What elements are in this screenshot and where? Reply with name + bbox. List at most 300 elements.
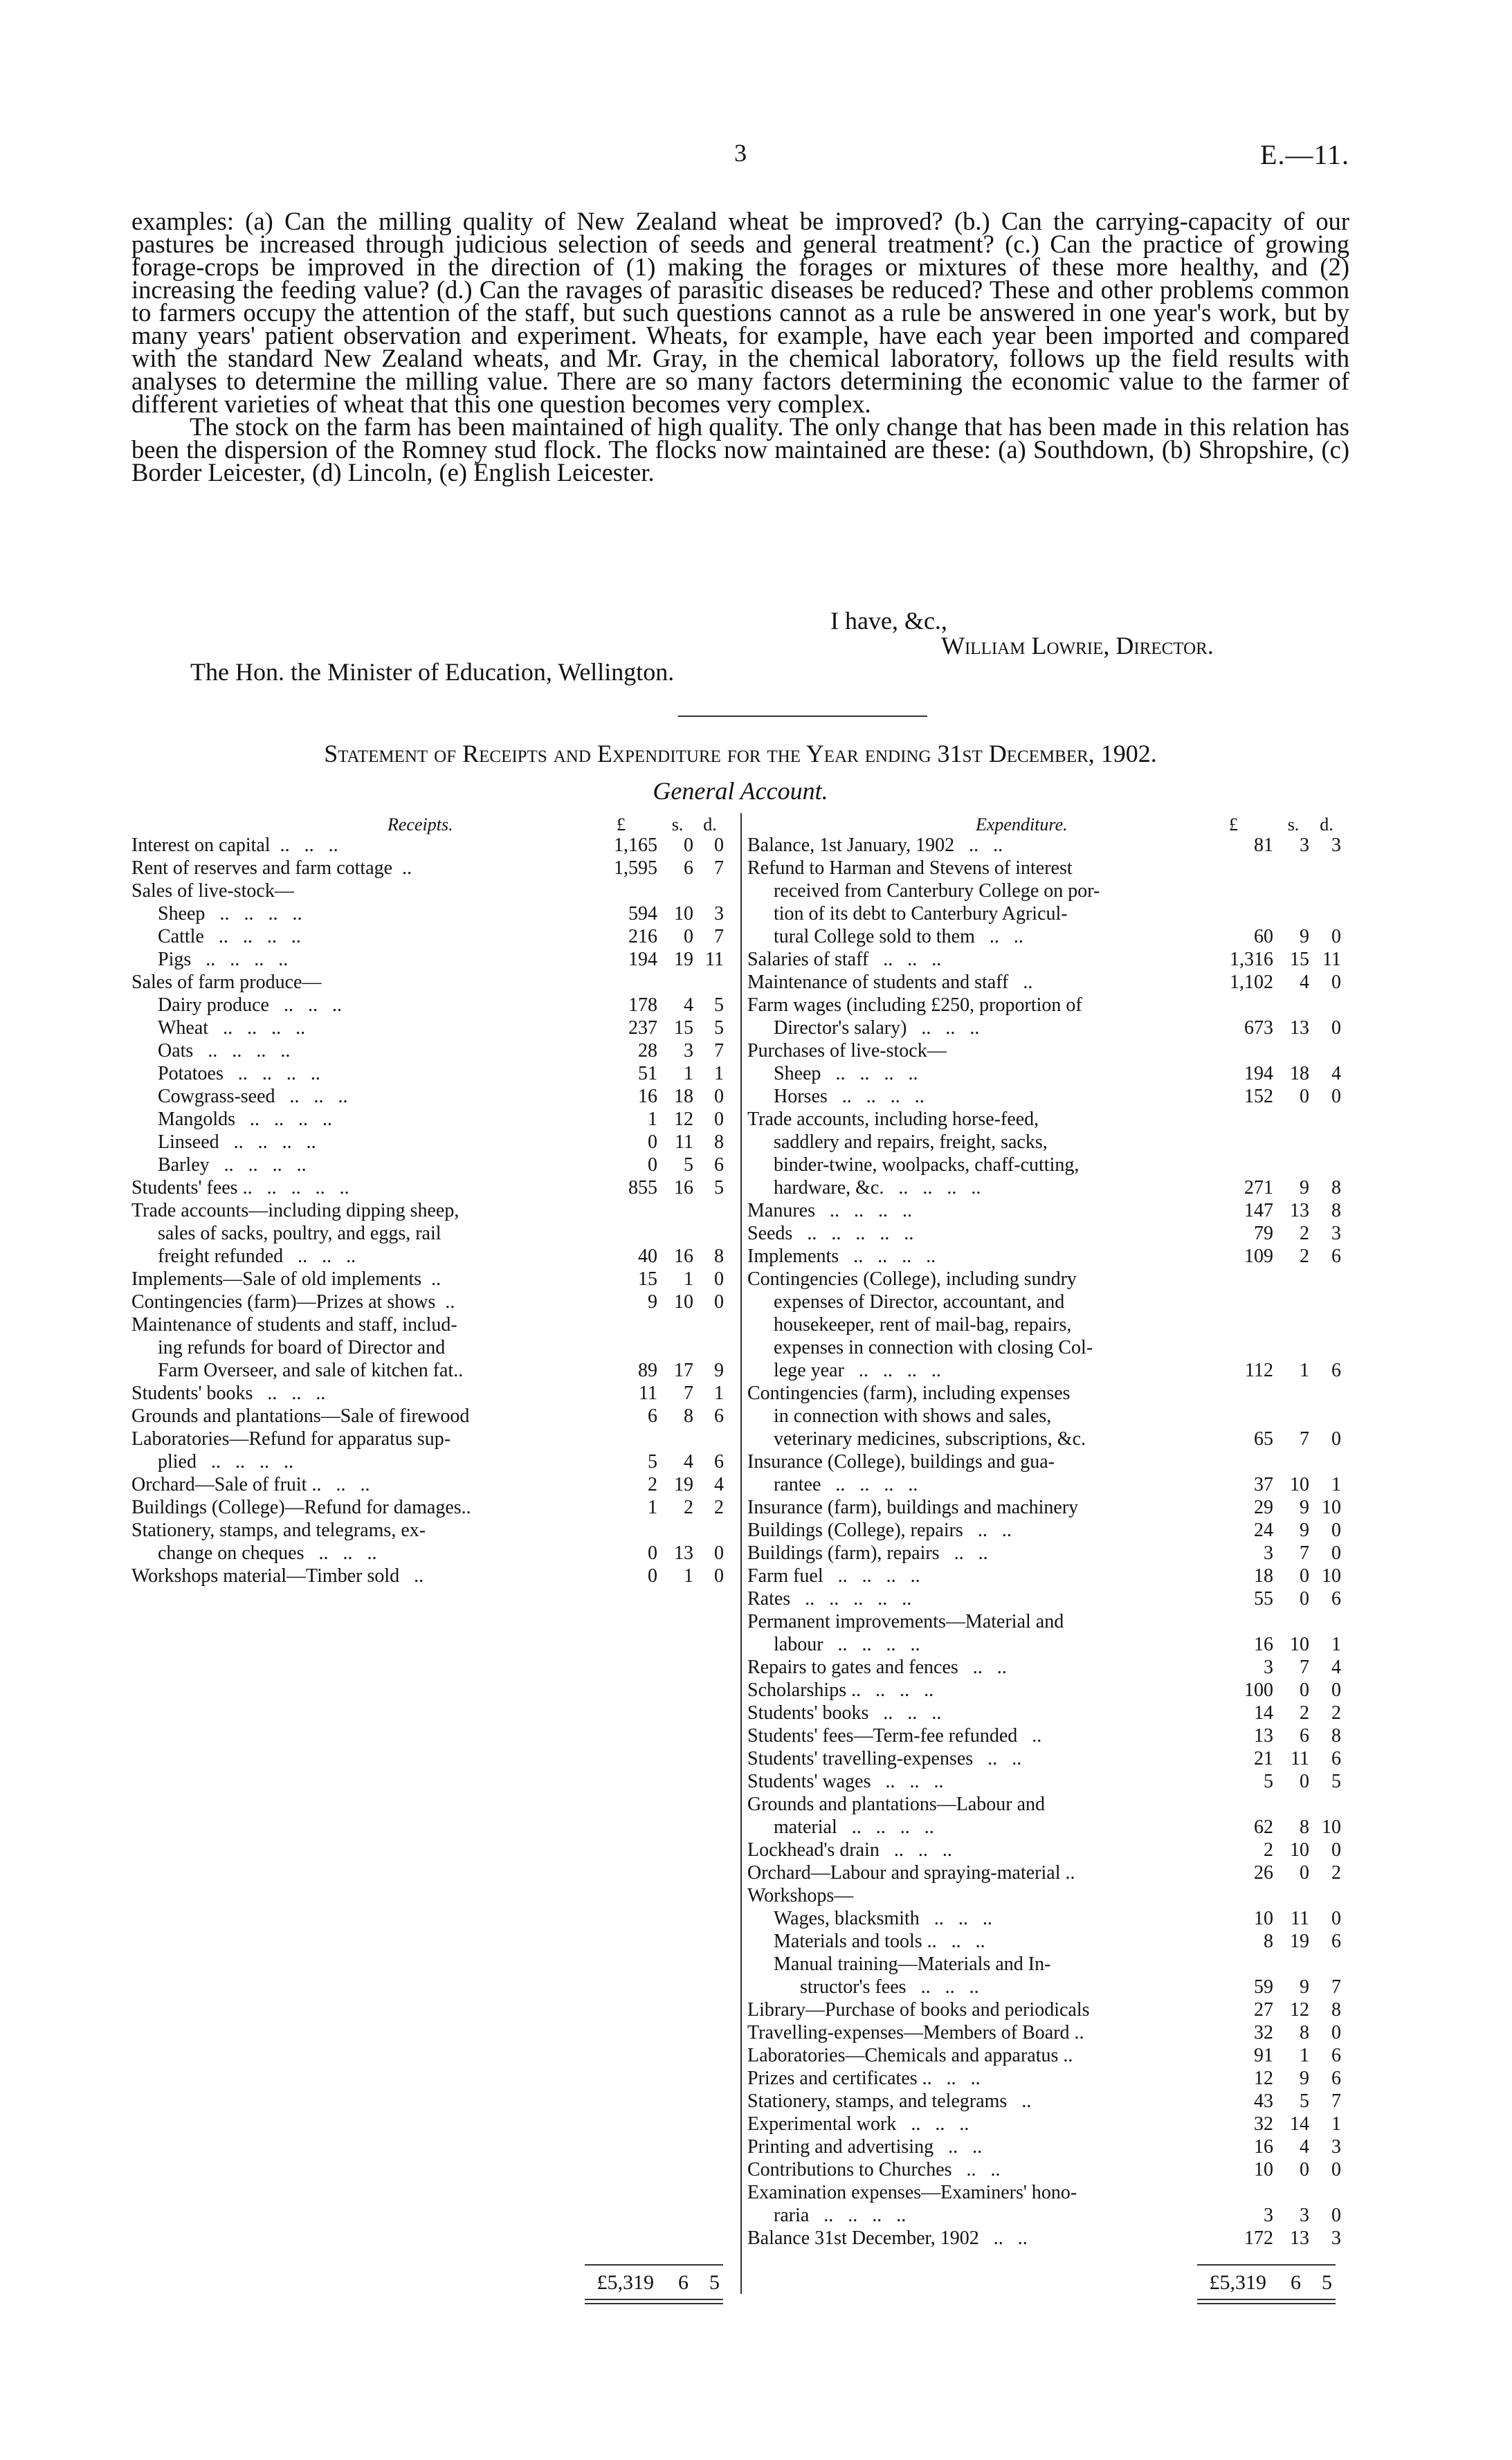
expenditure-label-text: Scholarships .. xyxy=(747,1679,862,1701)
expenditure-label-text: received from Canterbury College on por- xyxy=(774,880,1100,902)
expenditure-pounds: 172 xyxy=(1244,2227,1273,2249)
expenditure-leader-dots: .. .. xyxy=(954,835,1003,856)
receipt-pence: 1 xyxy=(714,1063,724,1084)
receipt-leader-dots: .. xyxy=(421,1268,441,1290)
receipt-heading: Receipts. xyxy=(388,814,453,835)
expenditure-label-text: rantee xyxy=(774,1474,821,1495)
receipt-label xyxy=(131,857,581,880)
expenditure-shillings: 10 xyxy=(1290,1839,1309,1861)
expenditure-label xyxy=(774,1405,1190,1428)
expenditure-pence: 0 xyxy=(1331,1908,1341,1929)
expenditure-label xyxy=(774,1062,1190,1085)
receipt-label-text: Linseed xyxy=(158,1131,219,1153)
expenditure-label-text: Rates xyxy=(747,1588,791,1610)
receipt-row xyxy=(131,1336,727,1359)
expenditure-leader-dots: .. .. .. .. xyxy=(839,1246,936,1267)
expenditure-pounds: 673 xyxy=(1244,1017,1273,1039)
expenditure-row xyxy=(747,1176,1349,1199)
expenditure-pounds: 18 xyxy=(1254,1565,1273,1587)
receipts-double-rule xyxy=(585,2303,723,2304)
expenditure-shillings: 11 xyxy=(1291,1908,1309,1929)
expenditure-label-text: saddlery and repairs, freight, sacks, xyxy=(774,1131,1048,1153)
receipt-label xyxy=(158,1359,581,1382)
expenditure-shillings: 13 xyxy=(1290,2227,1309,2249)
receipt-row xyxy=(131,1473,727,1496)
expenditure-shillings: 10 xyxy=(1290,1634,1309,1655)
receipt-pounds: 594 xyxy=(628,903,657,924)
receipt-pence: 0 xyxy=(714,1565,724,1587)
receipt-shillings: 16 xyxy=(674,1246,693,1267)
expenditure-label-text: Balance, 1st January, 1902 xyxy=(747,835,955,856)
expenditure-label-text: binder-twine, woolpacks, chaff-cutting, xyxy=(774,1154,1080,1176)
expenditure-row xyxy=(747,1656,1349,1679)
expenditure-label-text: Orchard—Labour and spraying-material .. xyxy=(747,1862,1075,1884)
expenditure-pounds: 65 xyxy=(1254,1428,1273,1450)
expenditure-row xyxy=(747,1268,1349,1291)
expenditure-label xyxy=(747,2158,1190,2181)
expenditure-pence: 6 xyxy=(1331,1246,1341,1267)
expenditure-leader-dots: .. xyxy=(1017,1725,1042,1747)
receipt-label-text: Cowgrass-seed xyxy=(158,1086,275,1107)
expenditure-leader-dots: .. .. .. .. .. xyxy=(792,1223,914,1244)
expenditure-label xyxy=(747,1108,1190,1131)
expenditure-pence: 0 xyxy=(1331,972,1341,993)
expenditure-pence: 0 xyxy=(1331,1542,1341,1564)
expenditure-shillings: 1 xyxy=(1300,1360,1309,1381)
expenditure-label-text: Insurance (College), buildings and gua- xyxy=(747,1451,1055,1473)
expenditure-label xyxy=(747,1702,1190,1724)
section-divider xyxy=(678,716,927,717)
expenditure-label-text: Manual training—Materials and In- xyxy=(774,1953,1051,1975)
expenditure-leader-dots: .. .. .. xyxy=(906,1976,979,1998)
expenditure-row xyxy=(747,1450,1349,1473)
expenditure-label xyxy=(774,1154,1190,1176)
expenditure-pounds: 37 xyxy=(1254,1474,1273,1495)
receipt-row xyxy=(131,834,727,857)
receipt-pence: 0 xyxy=(714,1542,724,1564)
expenditure-row xyxy=(747,1884,1349,1907)
expenditure-label-text: Workshops— xyxy=(747,1885,854,1906)
expenditure-label xyxy=(774,1131,1190,1154)
receipt-pence: 6 xyxy=(714,1451,724,1473)
receipt-shillings: 11 xyxy=(675,1131,693,1153)
expenditure-row xyxy=(747,1839,1349,1861)
receipts-total-shillings: 6 xyxy=(678,2271,689,2294)
expenditure-label xyxy=(774,1473,1190,1496)
expenditure-leader-dots: .. .. .. xyxy=(871,1771,944,1792)
receipt-label-text: Buildings (College)—Refund for damages.. xyxy=(131,1497,471,1518)
expenditure-label-text: Students' wages xyxy=(747,1771,871,1792)
expenditure-shillings: 2 xyxy=(1300,1223,1309,1244)
expenditure-row xyxy=(747,1131,1349,1154)
expenditure-pence: 3 xyxy=(1331,1223,1341,1244)
receipt-label xyxy=(131,971,581,994)
receipt-leader-dots: .. .. .. .. xyxy=(197,1451,293,1473)
expenditure-row xyxy=(747,2113,1349,2135)
expenditure-row xyxy=(747,1976,1349,1998)
expenditure-leader-dots: .. .. .. xyxy=(907,1017,980,1039)
expenditure-leader-dots: .. .. xyxy=(973,1748,1022,1769)
expenditure-pounds: 32 xyxy=(1254,2113,1273,2135)
receipt-pounds: 178 xyxy=(628,994,657,1016)
expenditure-pounds: 62 xyxy=(1254,1816,1273,1838)
receipt-label-text: Implements—Sale of old implements xyxy=(131,1268,422,1290)
receipt-row xyxy=(131,1405,727,1428)
receipt-label-text: ing refunds for board of Director and xyxy=(158,1337,446,1358)
expenditure-row xyxy=(747,1222,1349,1245)
receipt-label xyxy=(131,1496,581,1519)
receipt-label xyxy=(158,1017,581,1039)
expenditure-row xyxy=(747,1062,1349,1085)
receipt-leader-dots: .. .. .. xyxy=(270,835,338,856)
expenditure-label xyxy=(800,1976,1190,1998)
receipt-pounds: 11 xyxy=(639,1383,657,1404)
expenditure-label-text: labour xyxy=(774,1634,823,1655)
expenditure-label-text: veterinary medicines, subscriptions, &c. xyxy=(774,1428,1086,1450)
expenditure-total-pounds: £5,319 xyxy=(1209,2271,1266,2294)
expenditure-label xyxy=(747,1839,1190,1861)
expenditure-label xyxy=(774,1176,1190,1199)
expenditure-pence: 1 xyxy=(1331,2113,1341,2135)
receipt-pounds: 1 xyxy=(648,1109,657,1130)
receipt-pounds: 9 xyxy=(648,1291,657,1313)
expenditure-leader-dots: .. .. .. .. xyxy=(823,1634,920,1655)
expenditure-shillings: 8 xyxy=(1300,1816,1309,1838)
expenditure-leader-dots: .. .. xyxy=(974,926,1023,947)
expenditure-leader-dots: .. .. .. .. xyxy=(823,1565,920,1587)
receipt-label-text: freight refunded xyxy=(158,1246,284,1267)
expenditure-pounds: 100 xyxy=(1244,1679,1273,1701)
receipt-shillings: 0 xyxy=(684,835,693,856)
expenditure-pounds: 43 xyxy=(1254,2090,1273,2112)
expenditure-row xyxy=(747,1245,1349,1268)
expenditure-label xyxy=(747,1656,1190,1679)
expenditure-leader-dots: .. .. .. xyxy=(861,1679,934,1701)
receipt-row xyxy=(131,948,727,971)
expenditure-label-text: Grounds and plantations—Labour and xyxy=(747,1794,1046,1815)
expenditure-total-rule xyxy=(1197,2264,1336,2266)
expenditure-shillings: 5 xyxy=(1300,2090,1309,2112)
expenditure-label-text: Examination expenses—Examiners' hono- xyxy=(747,2182,1077,2203)
expenditure-label-text: lege year xyxy=(774,1360,844,1381)
expenditure-row xyxy=(747,1816,1349,1839)
expenditure-row xyxy=(747,948,1349,971)
receipt-leader-dots: .. .. xyxy=(321,1474,370,1495)
page-header xyxy=(131,138,1349,180)
expenditure-row xyxy=(747,2067,1349,2090)
receipt-pence: 0 xyxy=(714,1086,724,1107)
expenditure-pence: 3 xyxy=(1331,835,1341,856)
receipt-pounds: 40 xyxy=(638,1246,657,1267)
receipt-row xyxy=(131,1291,727,1313)
expenditure-row xyxy=(747,1565,1349,1587)
receipt-pence: 5 xyxy=(714,1017,724,1039)
expenditure-row xyxy=(747,971,1349,994)
expenditure-shillings: 9 xyxy=(1300,2068,1309,2089)
receipt-shillings: 10 xyxy=(674,1291,693,1313)
expenditure-label xyxy=(747,1039,1190,1062)
expenditure-label xyxy=(747,1610,1190,1633)
expenditure-label xyxy=(774,1930,1190,1953)
receipt-shillings: 1 xyxy=(684,1063,693,1084)
expenditure-shillings: 8 xyxy=(1300,2022,1309,2043)
receipt-shillings: 7 xyxy=(684,1383,693,1404)
expenditure-pounds: 109 xyxy=(1244,1246,1273,1267)
receipt-label xyxy=(131,1405,581,1428)
receipt-pence: 3 xyxy=(714,903,724,924)
expenditure-pence: 1 xyxy=(1331,1474,1341,1495)
expenditure-label-text: Sheep xyxy=(774,1063,821,1084)
expenditure-pounds: 13 xyxy=(1254,1725,1273,1747)
receipt-row xyxy=(131,1565,727,1587)
receipt-label xyxy=(158,1542,581,1565)
expenditure-pence: 0 xyxy=(1331,2159,1341,2180)
expenditure-pence: 10 xyxy=(1322,1816,1341,1838)
expenditure-label-text: Prizes and certificates .. xyxy=(747,2068,932,2089)
expenditure-label-text: Purchases of live-stock— xyxy=(747,1040,947,1062)
expenditure-pence: 2 xyxy=(1331,1702,1341,1724)
receipt-row xyxy=(131,1313,727,1336)
expenditure-label-text: Farm wages (including £250, proportion of xyxy=(747,994,1082,1016)
receipt-pounds: 1 xyxy=(648,1497,657,1518)
expenditure-label xyxy=(774,1359,1190,1382)
receipt-label xyxy=(158,1131,581,1154)
expenditure-label xyxy=(747,1770,1190,1793)
expenditure-leader-dots: .. .. xyxy=(939,1542,988,1564)
expenditure-label xyxy=(747,2021,1190,2044)
receipt-shillings: 2 xyxy=(684,1497,693,1518)
receipt-shillings: 3 xyxy=(684,1040,693,1062)
expenditure-pence: 2 xyxy=(1331,1862,1341,1884)
expenditure-pence: 0 xyxy=(1331,1679,1341,1701)
expenditure-row xyxy=(747,1313,1349,1336)
expenditure-label xyxy=(747,1245,1190,1268)
expenditure-pounds: 1,102 xyxy=(1230,972,1273,993)
receipt-label-text: Workshops material—Timber sold xyxy=(131,1565,400,1587)
expenditure-leader-dots: .. .. xyxy=(958,1657,1007,1678)
expenditure-row xyxy=(747,1633,1349,1656)
expenditure-shillings: 0 xyxy=(1300,1565,1309,1587)
expenditure-label xyxy=(774,925,1190,948)
expenditure-pounds: 26 xyxy=(1254,1862,1273,1884)
expenditure-label xyxy=(747,1268,1190,1291)
expenditure-pounds: 55 xyxy=(1254,1588,1273,1610)
expenditure-label xyxy=(774,1017,1190,1039)
expenditure-leader-dots: .. .. .. .. .. xyxy=(790,1588,912,1610)
expenditure-label-text: Insurance (farm), buildings and machinery xyxy=(747,1497,1079,1518)
expenditure-label xyxy=(774,1816,1190,1839)
receipt-row xyxy=(131,1519,727,1542)
receipt-label xyxy=(131,1428,581,1450)
expenditure-row xyxy=(747,2135,1349,2158)
expenditure-label-text: Maintenance of students and staff xyxy=(747,972,1009,993)
receipt-label-text: Farm Overseer, and sale of kitchen fat.. xyxy=(158,1360,464,1381)
receipt-label-text: Dairy produce xyxy=(158,994,269,1016)
expenditure-shillings: 0 xyxy=(1300,1862,1309,1884)
expenditure-double-rule xyxy=(1197,2303,1336,2304)
receipt-pounds: 855 xyxy=(628,1177,657,1199)
expenditure-pounds: 3 xyxy=(1264,2205,1273,2226)
receipt-label xyxy=(158,1085,581,1108)
expenditure-pounds: 147 xyxy=(1244,1200,1273,1221)
receipt-shillings: 15 xyxy=(674,1017,693,1039)
receipt-row xyxy=(131,1199,727,1222)
receipt-leader-dots: .. .. .. .. xyxy=(205,903,302,924)
receipt-row xyxy=(131,1245,727,1268)
receipt-label-text: Sales of live-stock— xyxy=(131,880,294,902)
receipt-leader-dots: .. .. .. .. xyxy=(193,1040,291,1062)
receipt-leader-dots: .. .. .. .. xyxy=(203,926,301,947)
receipt-label xyxy=(158,1154,581,1176)
expenditure-pence: 3 xyxy=(1331,2227,1341,2249)
receipt-pounds: 51 xyxy=(638,1063,657,1084)
receipt-row xyxy=(131,902,727,925)
expenditure-row xyxy=(747,1724,1349,1747)
receipts-total-pounds: £5,319 xyxy=(596,2271,654,2294)
expenditure-shillings: 11 xyxy=(1291,1748,1309,1769)
expenditure-shillings: 7 xyxy=(1300,1542,1309,1564)
expenditure-pence: 0 xyxy=(1331,1428,1341,1450)
expenditure-label xyxy=(747,1998,1190,2021)
expenditure-pounds: 194 xyxy=(1244,1063,1273,1084)
report-paragraph: examples: (a) Can the milling quality of New Zealand wheat be improved? (b.) Can the carrying-capacity of our pastures be increased through judicious selection of seeds and general treatment? (c.) Can the practice of growing forage-crops be improved in the direction of (1) making the forages or mixtures of these more healthy, and (2) increasing the feeding value? (d.) Can the ravages of parasitic diseases be reduced? These and other problems common to farmers occupy the attention of the staff, but such questions cannot as a rule be answered in one year's work, but by many years' patient observation and experiment. Wheats, for example, have each year been imported and compared with the standard New Zealand wheats, and Mr. Gray, in the chemical laboratory, follows up the field results with analyses to determine the milling value. There are so many factors determining the economic value to the farmer of different varieties of wheat that this one question becomes very complex. xyxy=(131,207,1349,418)
expenditure-label xyxy=(747,1587,1190,1610)
receipt-row xyxy=(131,1428,727,1450)
expenditure-label-text: housekeeper, rent of mail-bag, repairs, xyxy=(774,1314,1072,1336)
expenditure-label-text: tion of its debt to Canterbury Agricul- xyxy=(774,903,1068,924)
expenditure-row xyxy=(747,1291,1349,1313)
receipt-label xyxy=(131,1291,581,1313)
expenditure-leader-dots: .. .. .. xyxy=(919,1908,992,1929)
receipt-pounds: 89 xyxy=(638,1360,657,1381)
receipt-row xyxy=(131,1085,727,1108)
receipt-shillings: 8 xyxy=(684,1405,693,1427)
expenditure-row xyxy=(747,1610,1349,1633)
expenditure-label xyxy=(774,1953,1190,1976)
expenditure-label-text: expenses in connection with closing Col- xyxy=(774,1337,1093,1358)
expenditure-shillings: 3 xyxy=(1300,835,1309,856)
expenditure-pounds: 10 xyxy=(1254,2159,1273,2180)
receipt-pounds: 0 xyxy=(648,1154,657,1176)
receipt-label xyxy=(131,1176,581,1199)
expenditure-leader-dots: .. .. .. xyxy=(868,949,942,970)
expenditure-pounds: 5 xyxy=(1264,1771,1273,1792)
receipt-label-text: Maintenance of students and staff, includ- xyxy=(131,1314,457,1336)
receipt-pounds: 28 xyxy=(638,1040,657,1062)
expenditure-leader-dots: .. .. .. .. xyxy=(884,1177,981,1199)
receipts-total-rule xyxy=(585,2264,723,2266)
receipt-leader-dots: .. .. .. .. xyxy=(219,1131,316,1153)
receipt-row xyxy=(131,994,727,1017)
expenditure-row xyxy=(747,2227,1349,2250)
expenditure-shillings: 13 xyxy=(1290,1017,1309,1039)
expenditure-header-row xyxy=(747,813,1349,834)
receipt-label xyxy=(158,925,581,948)
expenditure-label xyxy=(747,994,1190,1017)
receipt-row xyxy=(131,925,727,948)
expenditure-leader-dots: .. .. .. xyxy=(879,1839,952,1861)
expenditure-pence: 1 xyxy=(1331,1634,1341,1655)
expenditure-pounds: 152 xyxy=(1244,1086,1273,1107)
receipts-double-rule xyxy=(585,2299,723,2300)
receipt-row xyxy=(131,857,727,880)
expenditure-label-text: Students' books xyxy=(747,1702,869,1724)
receipt-shillings: 17 xyxy=(674,1360,693,1381)
receipt-shillings: 12 xyxy=(674,1109,693,1130)
expenditure-pounds: 3 xyxy=(1264,1542,1273,1564)
expenditure-pence: 8 xyxy=(1331,1999,1341,2021)
expenditure-shillings: 9 xyxy=(1300,1177,1309,1199)
receipt-leader-dots: .. .. .. .. xyxy=(235,1109,332,1130)
expenditure-shillings: 18 xyxy=(1290,1063,1309,1084)
expenditure-shillings: 9 xyxy=(1300,1976,1309,1998)
receipt-pence: 6 xyxy=(714,1154,724,1176)
addressee: The Hon. the Minister of Education, Wellington. xyxy=(190,658,675,686)
expenditure-label xyxy=(747,2227,1190,2250)
receipt-label xyxy=(131,1268,581,1291)
expenditure-pounds: 32 xyxy=(1254,2022,1273,2043)
expenditure-currency-header: d. xyxy=(1320,814,1333,835)
expenditure-label-text: structor's fees xyxy=(800,1976,907,1998)
expenditure-shillings: 10 xyxy=(1290,1474,1309,1495)
expenditure-row xyxy=(747,1953,1349,1976)
expenditure-leader-dots: .. .. .. .. xyxy=(827,1086,924,1107)
expenditure-leader-dots: .. .. xyxy=(951,2159,1001,2180)
expenditure-label xyxy=(747,948,1190,971)
expenditure-leader-dots: .. .. .. .. xyxy=(821,1474,918,1495)
receipt-pence: 8 xyxy=(714,1131,724,1153)
expenditure-row xyxy=(747,1428,1349,1450)
receipt-label-text: Wheat xyxy=(158,1017,209,1039)
expenditure-leader-dots: .. .. xyxy=(933,2136,983,2158)
expenditure-row xyxy=(747,1861,1349,1884)
receipt-pounds: 0 xyxy=(648,1565,657,1587)
expenditure-label-text: Farm fuel xyxy=(747,1565,823,1587)
expenditure-row xyxy=(747,1679,1349,1702)
account-title: General Account. xyxy=(653,777,828,805)
expenditure-leader-dots: .. .. .. .. xyxy=(821,1063,918,1084)
expenditure-label-text: Director's salary) xyxy=(774,1017,907,1039)
expenditure-label-text: Seeds xyxy=(747,1223,793,1244)
receipt-pence: 5 xyxy=(714,1177,724,1199)
report-text xyxy=(131,207,1349,486)
receipt-label-text: Laboratories—Refund for apparatus sup- xyxy=(131,1428,451,1450)
expenditure-label-text: Contingencies (farm), including expenses xyxy=(747,1383,1071,1404)
expenditure-label-text: Repairs to gates and fences xyxy=(747,1657,958,1678)
expenditure-label-text: Experimental work xyxy=(747,2113,897,2135)
expenditure-pence: 6 xyxy=(1331,2068,1341,2089)
expenditure-row xyxy=(747,2021,1349,2044)
expenditure-pounds: 91 xyxy=(1254,2045,1273,2066)
receipt-pounds: 2 xyxy=(648,1474,657,1495)
expenditure-pence: 6 xyxy=(1331,1588,1341,1610)
receipt-row xyxy=(131,1131,727,1154)
receipt-pounds: 15 xyxy=(638,1268,657,1290)
expenditure-leader-dots: .. .. .. .. xyxy=(814,1200,912,1221)
expenditure-label xyxy=(747,2135,1190,2158)
expenditure-label-text: Permanent improvements—Material and xyxy=(747,1611,1064,1632)
expenditure-pence: 0 xyxy=(1331,1520,1341,1541)
receipt-label-text: Stationery, stamps, and telegrams, ex- xyxy=(131,1520,426,1541)
expenditure-label-text: Stationery, stamps, and telegrams xyxy=(747,2090,1008,2112)
expenditure-pence: 0 xyxy=(1331,1839,1341,1861)
expenditure-shillings: 0 xyxy=(1300,2159,1309,2180)
expenditure-label-text: Travelling-expenses—Members of Board .. xyxy=(747,2022,1084,2043)
expenditure-pence: 8 xyxy=(1331,1725,1341,1747)
expenditure-pence: 7 xyxy=(1331,1976,1341,1998)
expenditure-label-text: Library—Purchase of books and periodicals xyxy=(747,1999,1090,2021)
receipt-leader-dots: .. .. .. .. xyxy=(223,1063,320,1084)
